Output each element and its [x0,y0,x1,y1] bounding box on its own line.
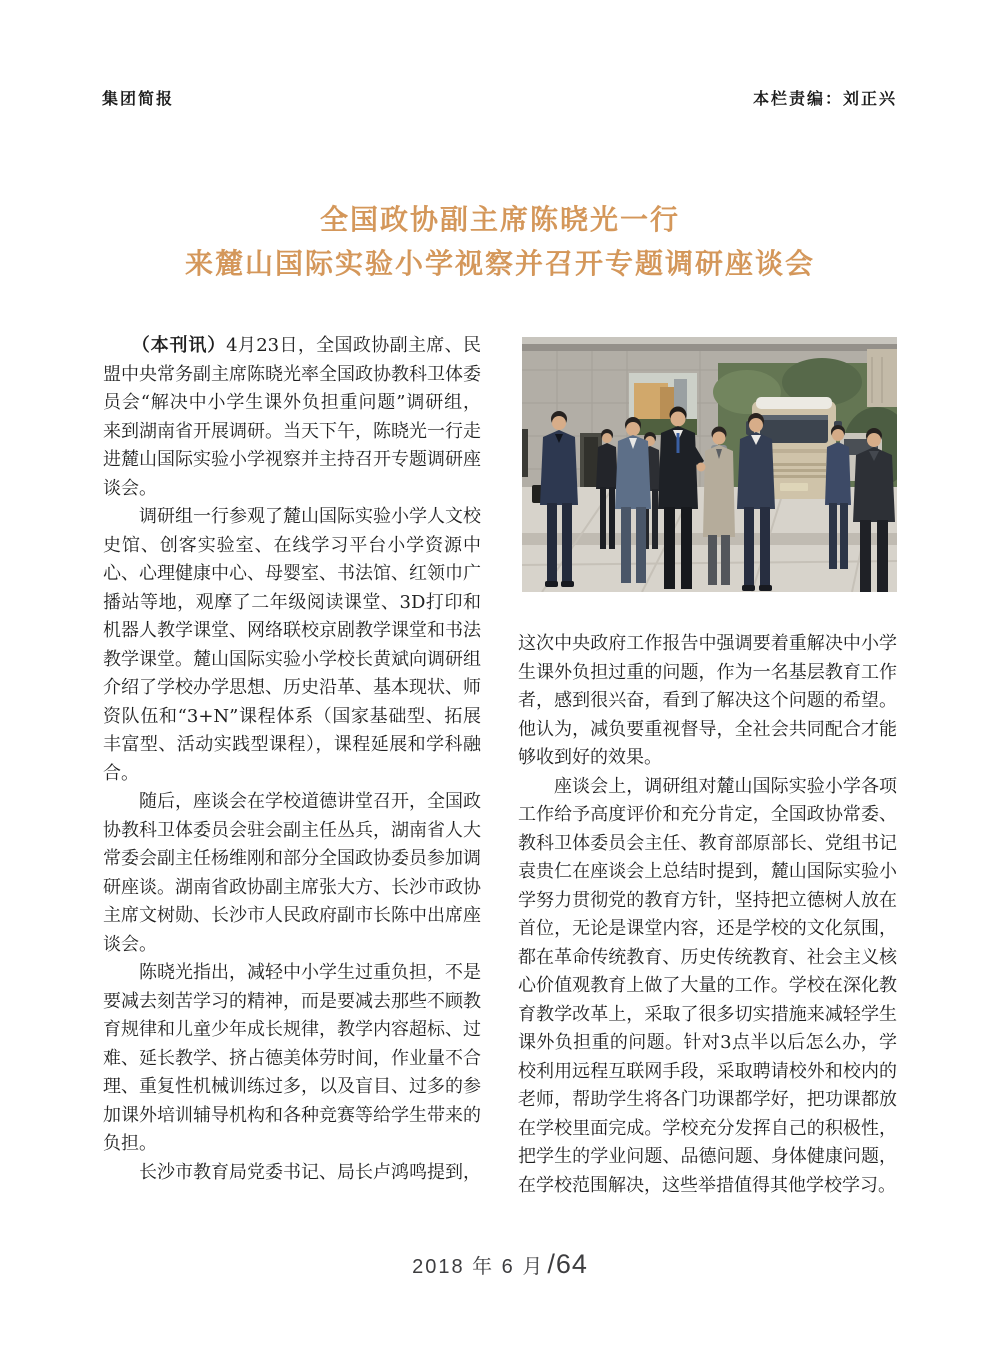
page-footer [0,1249,1000,1280]
article-lead: （本刊讯） [131,335,227,355]
paragraph-4: 陈晓光指出，减轻中小学生过重负担，不是要减去刻苦学习的精神，而是要减去那些不顾教育规律和儿童少年成长规律，教学内容超标、过难、延长教学、挤占德美体劳时间，作业量不合理、重复性机械训练过多，以及盲目、过多的参加课外培训辅导机构和各种竞赛等给学生带来的负担。 [103,962,481,1154]
issue-date: 2018 年 6 月 [412,1256,545,1278]
article-title-line2: 来麓山国际实验小学视察并召开专题调研座谈会 [184,247,815,280]
left-column [103,331,481,1187]
paragraph-5: 长沙市教育局党委书记、局长卢鸿鸣提到， [139,1161,481,1183]
paragraph-5-continued: 这次中央政府工作报告中强调要着重解决中小学生课外负担过重的问题，作为一名基层教育工作者，感到很兴奋，看到了解决这个问题的希望。他认为，减负要重视督导，全社会共同配合才能够收到好的效果。 [518,633,897,768]
column-editor-label: 本栏责编：刘正兴 [752,91,897,108]
article-title-line1: 全国政协副主席陈晓光一行 [319,203,680,236]
paragraph-3: 随后，座谈会在学校道德讲堂召开，全国政协教科卫体委员会驻会副主任丛兵，湖南省人大常委会副主任杨维刚和部分全国政协委员参加调研座谈。湖南省政协副主席张大方、长沙市政协主席文树勋、长沙市人民政府副市长陈中出席座谈会。 [103,791,481,955]
article-title [0,198,1000,286]
paragraph-1-text: 4月23日，全国政协副主席、民盟中央常务副主席陈晓光率全国政协教科卫体委员会“解决中小学生课外负担重问题”调研组，来到湖南省开展调研。当天下午，陈晓光一行走进麓山国际实验小学视察并主持召开专题调研座谈会。 [103,335,481,499]
paragraph-2: 调研组一行参观了麓山国际实验小学人文校史馆、创客实验室、在线学习平台小学资源中心、心理健康中心、母婴室、书法馆、红领巾广播站等地，观摩了二年级阅读课堂、3D打印和机器人教学课堂、网络联校京剧教学课堂和书法教学课堂。麓山国际实验小学校长黄斌向调研组介绍了学校办学思想、历史沿革、基本现状、师资队伍和“3+N”课程体系（国家基础型、拓展丰富型、活动实践型课程），课程延展和学科融合。 [103,506,481,784]
right-column [518,630,897,1200]
section-label: 集团简报 [102,91,175,108]
article-photo [522,337,897,592]
paragraph-6: 座谈会上，调研组对麓山国际实验小学各项工作给予高度评价和充分肯定，全国政协常委、教科卫体委员会主任、教育部原部长、党组书记袁贵仁在座谈会上总结时提到，麓山国际实验小学努力贯彻党的教育方针，坚持把立德树人放在首位，无论是课堂内容，还是学校的文化氛围，都在革命传统教育、历史传统教育、社会主义核心价值观教育上做了大量的工作。学校在深化教育教学改革上，采取了很多切实措施来减轻学生课外负担重的问题。针对3点半以后怎么办，学校利用远程互联网手段，采取聘请校外和校内的老师，帮助学生将各门功课都学好，把功课都放在学校里面完成。学校充分发挥自己的积极性，把学生的学业问题、品德问题、身体健康问题，在学校范围解决，这些举措值得其他学校学习。 [518,775,897,1196]
page-number: /64 [547,1249,588,1279]
paragraph-1 [103,331,481,503]
photo-illustration [522,337,897,592]
